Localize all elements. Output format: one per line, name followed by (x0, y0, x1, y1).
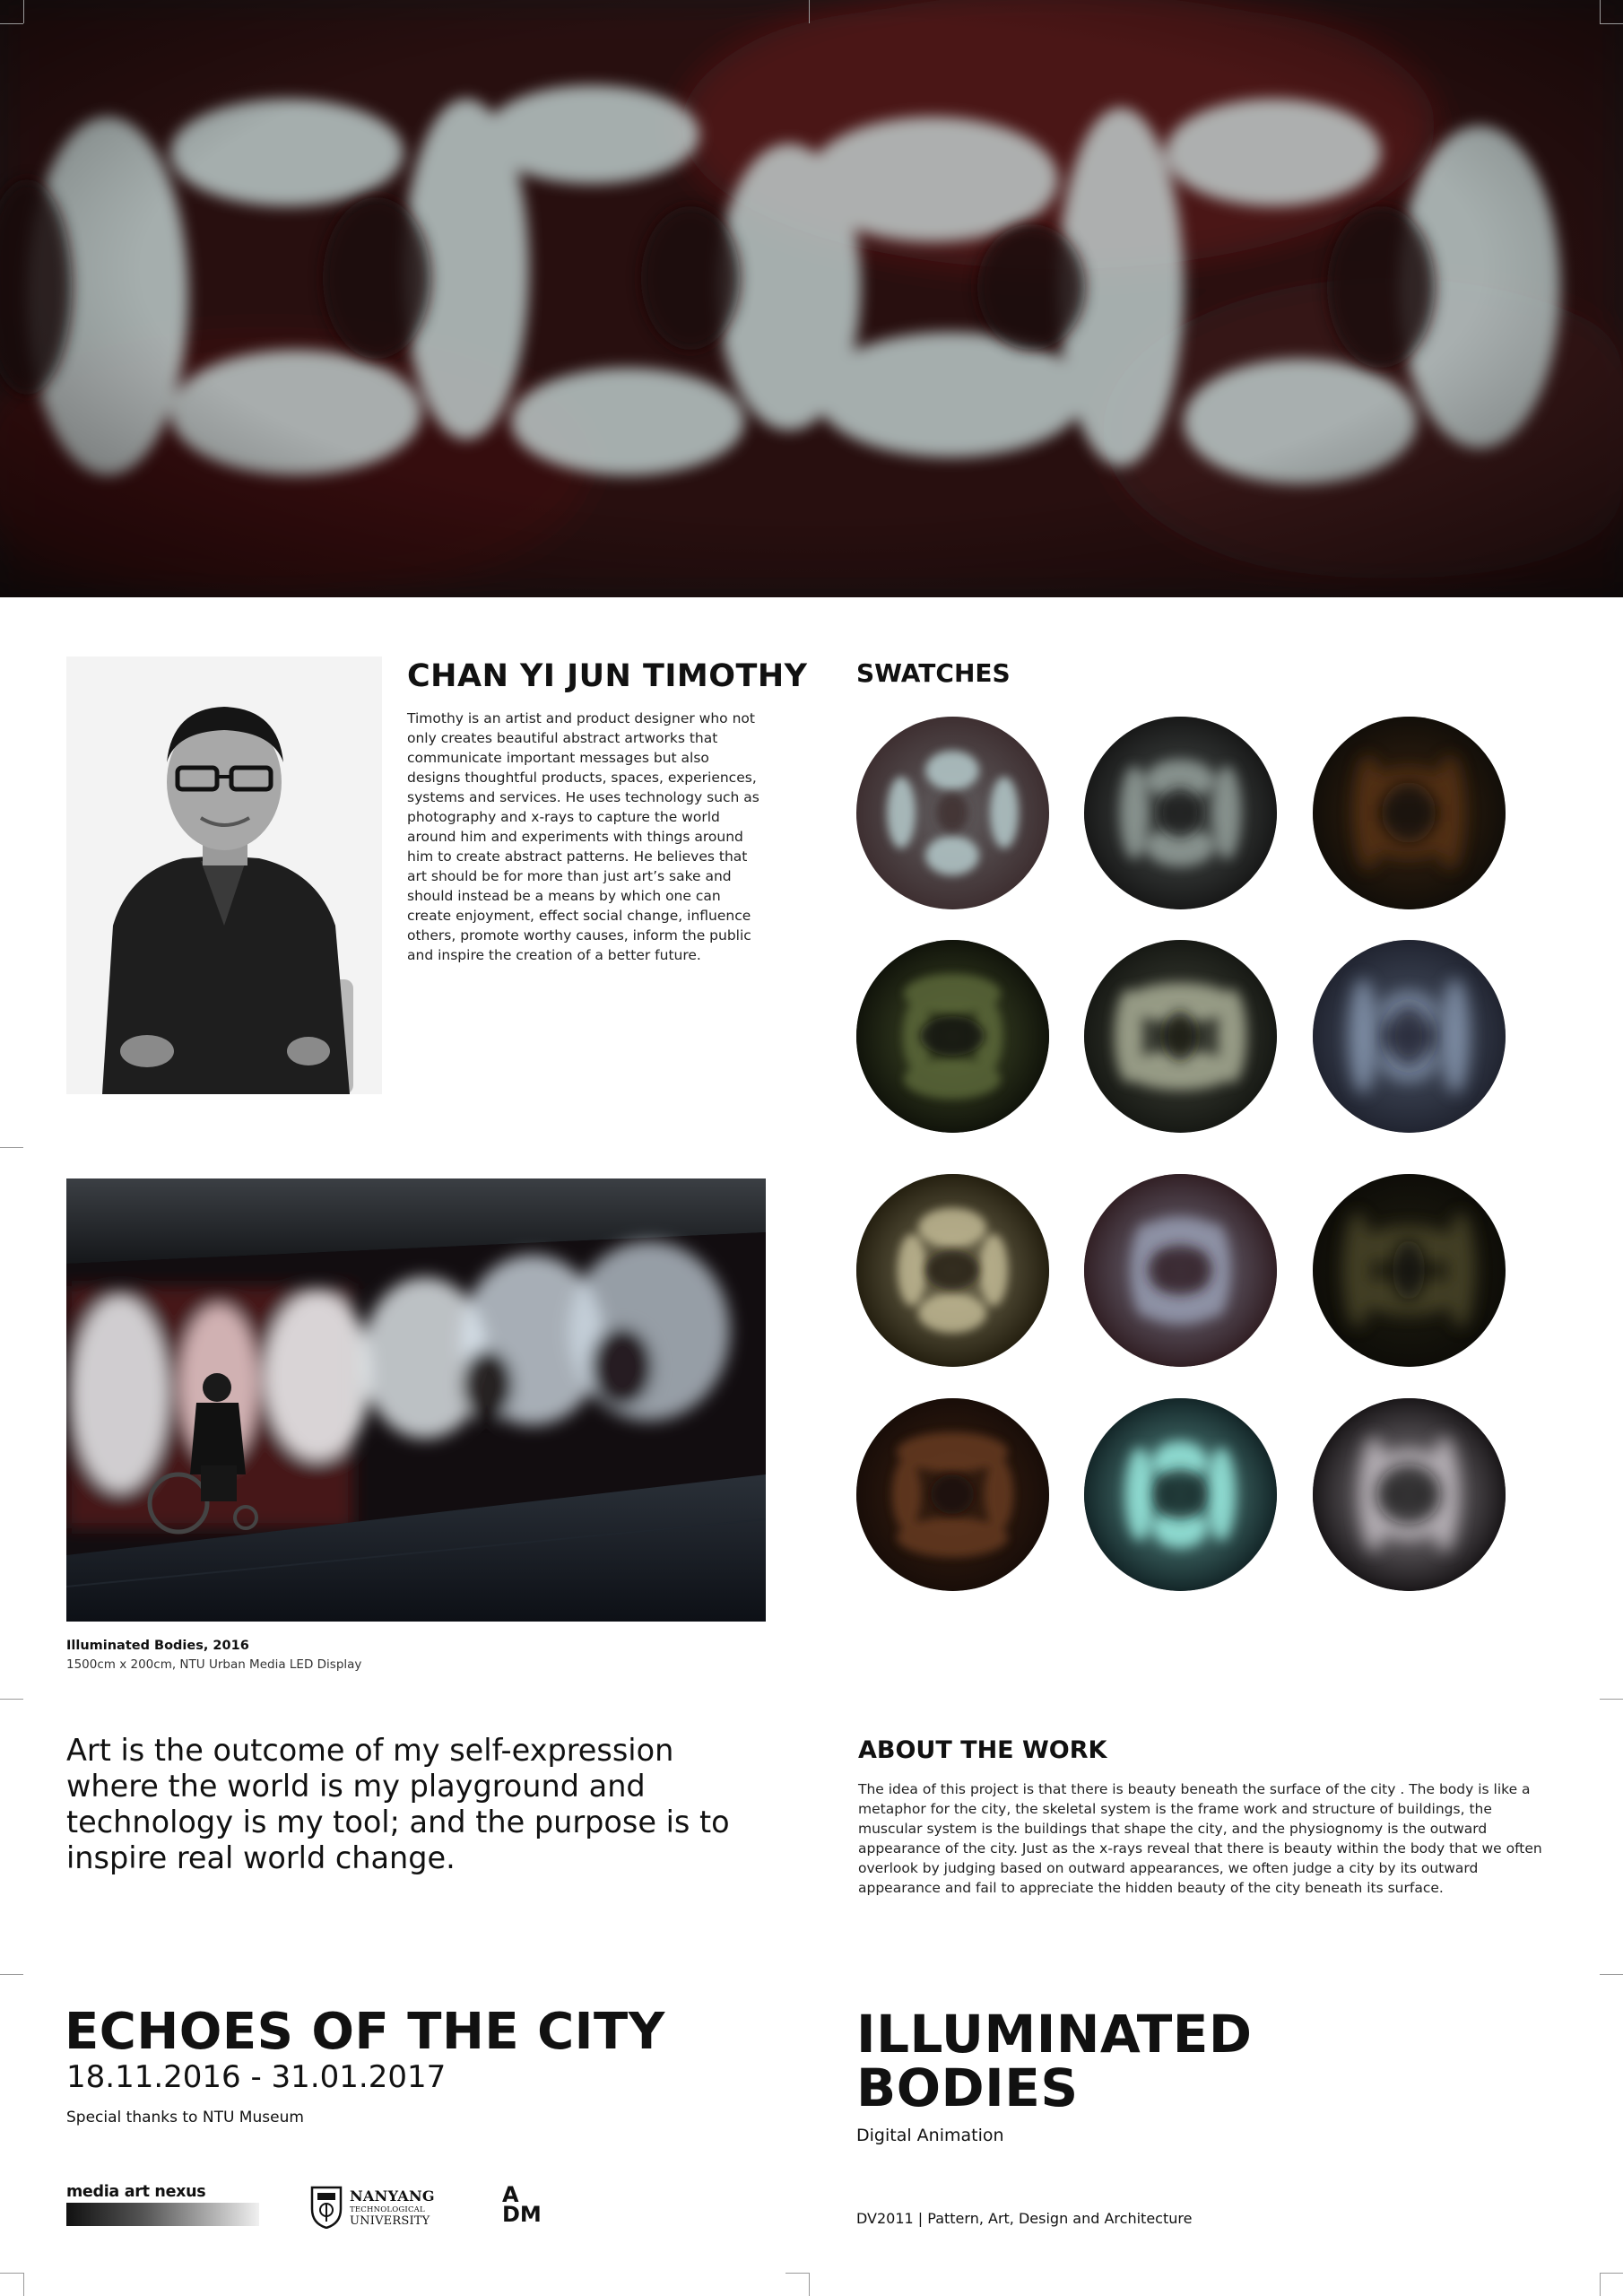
swatch-pattern (856, 1398, 1049, 1591)
crop-mark (0, 2273, 23, 2274)
work-medium: Digital Animation (856, 2126, 1004, 2145)
crop-mark (1600, 23, 1623, 24)
swatch-5 (1084, 940, 1277, 1133)
installation-image (66, 1178, 766, 1622)
crop-mark (1600, 1974, 1623, 1975)
course-info: DV2011 | Pattern, Art, Design and Architecture (856, 2210, 1193, 2227)
ntu-crest-icon (310, 2186, 343, 2229)
swatch-12 (1313, 1398, 1506, 1591)
portrait-photo (66, 657, 382, 1094)
artist-name: CHAN YI JUN TIMOTHY (407, 658, 808, 694)
gradient-bar (66, 2203, 259, 2226)
swatch-pattern (1084, 940, 1277, 1133)
swatches-title: SWATCHES (856, 658, 1011, 688)
adm-letters-dm: DM (502, 2202, 542, 2227)
crop-mark (1600, 2273, 1601, 2296)
crop-mark (0, 1974, 23, 1975)
swatch-10 (856, 1398, 1049, 1591)
swatch-pattern (856, 1174, 1049, 1367)
swatch-6 (1313, 940, 1506, 1133)
swatch-8 (1084, 1174, 1277, 1367)
adm-logo (502, 2182, 547, 2230)
swatch-pattern (1313, 1174, 1506, 1367)
swatch-pattern (856, 717, 1049, 909)
ntu-text-line1: NANYANG (350, 2187, 435, 2205)
hero-xray-artwork (0, 0, 1623, 597)
swatch-2 (1084, 717, 1277, 909)
artist-quote: Art is the outcome of my self-expression where the world is my playground and technology is my tool; and the purpose is to inspire real world change. (66, 1733, 730, 1875)
event-dates: 18.11.2016 - 31.01.2017 (66, 2059, 447, 2095)
swatch-pattern (1313, 1398, 1506, 1591)
hero-image (0, 0, 1623, 597)
ntu-text-line2: TECHNOLOGICAL (350, 2205, 425, 2214)
crop-mark (0, 1147, 23, 1148)
swatch-7 (856, 1174, 1049, 1367)
ntu-logo (310, 2186, 445, 2229)
swatch-3 (1313, 717, 1506, 909)
artist-portrait (66, 657, 382, 1094)
crop-mark (1600, 1699, 1623, 1700)
swatch-4 (856, 940, 1049, 1133)
swatch-pattern (1084, 717, 1277, 909)
swatch-11 (1084, 1398, 1277, 1591)
about-body: The idea of this project is that there is beauty beneath the surface of the city . The body is like a metaphor for the city, the skeletal system is the frame work and structure of buildings, the muscular system is the buildings that shape the city, and the physiognomy is the outward appearance of the city. Just as the x-rays reveal that there is beauty within the body that we often overlook by judging based on outward appearances, we often judge a city by its outward appearance and fail to appreciate the hidden beauty of the city beneath its surface. (858, 1781, 1542, 1896)
swatch-pattern (1313, 717, 1506, 909)
media-art-nexus-text: media art nexus (66, 2183, 206, 2201)
swatch-pattern (1313, 940, 1506, 1133)
adm-letter-a: A (502, 2182, 519, 2207)
crop-mark (0, 23, 23, 24)
caption-subtitle: 1500cm x 200cm, NTU Urban Media LED Display (66, 1657, 362, 1672)
crop-mark (1600, 2273, 1623, 2274)
swatch-pattern (1084, 1174, 1277, 1367)
installation-photo (66, 1178, 766, 1622)
swatch-pattern (856, 940, 1049, 1133)
crop-mark (23, 2273, 24, 2296)
crop-mark (785, 2273, 809, 2274)
crop-mark (809, 0, 810, 23)
event-thanks: Special thanks to NTU Museum (66, 2109, 304, 2126)
work-title: ILLUMINATED BODIES (856, 2004, 1253, 2118)
ntu-text-line3: UNIVERSITY (350, 2214, 430, 2228)
media-art-nexus-logo (66, 2183, 259, 2224)
crop-mark (0, 1699, 23, 1700)
swatch-9 (1313, 1174, 1506, 1367)
about-title: ABOUT THE WORK (858, 1736, 1107, 1764)
crop-mark (809, 2273, 810, 2296)
swatch-pattern (1084, 1398, 1277, 1591)
swatch-1 (856, 717, 1049, 909)
crop-mark (23, 0, 24, 23)
artist-bio: Timothy is an artist and product designer who not only creates beautiful abstract artworks that communicate important messages but also designs thoughtful products, spaces, experiences, systems and services. He uses technology such as photography and x-rays to capture the world around him and experiments with things around him to create abstract patterns. He believes that art should be for more than just art’s sake and should instead be a means by which one can create enjoyment, effect social change, influence others, promote worthy causes, inform the public and inspire the creation of a better future. (407, 710, 759, 963)
caption-title: Illuminated Bodies, 2016 (66, 1639, 249, 1653)
event-title: ECHOES OF THE CITY (65, 2003, 665, 2061)
crop-mark (1600, 0, 1601, 23)
